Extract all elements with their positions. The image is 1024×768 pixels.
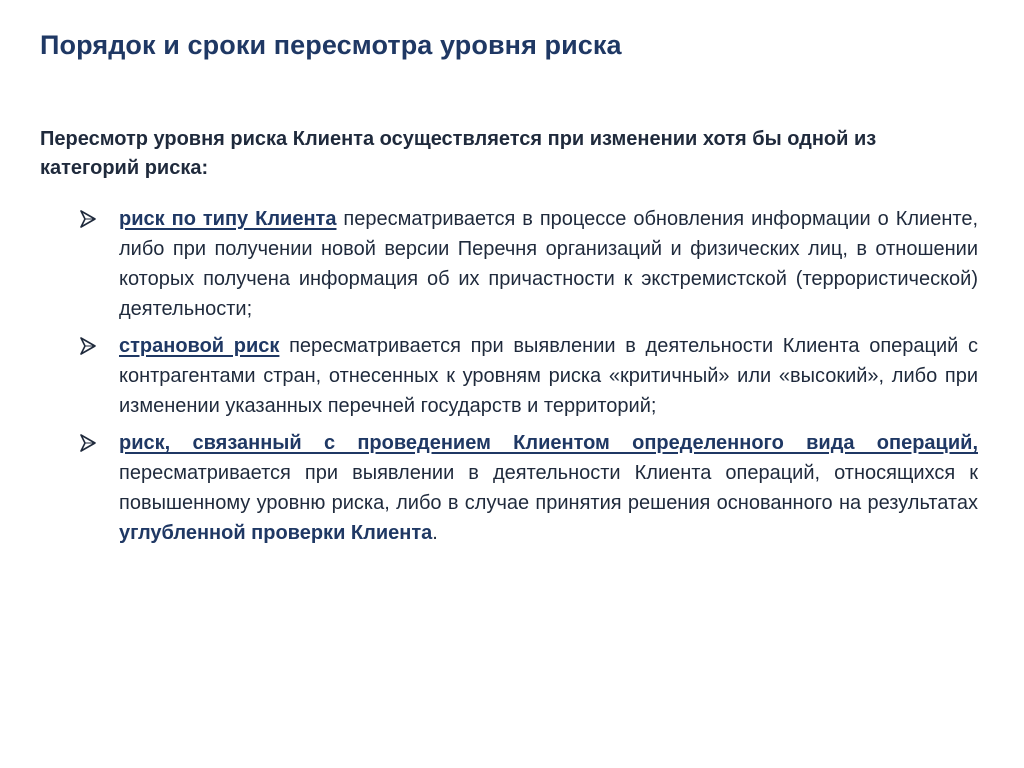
sentence-end: . <box>432 522 438 544</box>
list-item <box>40 204 978 324</box>
emphasis-text: углубленной проверки Клиента <box>119 522 433 544</box>
arrow-bullet-icon <box>80 210 96 228</box>
risk-description: пересматривается в процессе обновления информации о Клиенте, либо при получении новой версии Перечня организаций и физических лиц, в отношении которых получена информация об их причастности к экстремистской (террористической) деятельности; <box>119 208 978 320</box>
risk-term: риск, связанный с проведением Клиентом определенного вида операций, <box>119 432 978 454</box>
arrow-bullet-icon <box>80 434 96 452</box>
risk-category-list <box>40 204 978 555</box>
risk-description: пересматривается при выявлении в деятельности Клиента операций, относящихся к повышенному уровню риска, либо в случае принятия решения основанного на результатах <box>119 462 978 514</box>
list-item <box>40 331 978 421</box>
intro-paragraph: Пересмотр уровня риска Клиента осуществляется при изменении хотя бы одной из категорий риска: <box>40 128 877 179</box>
risk-description: пересматривается при выявлении в деятельности Клиента операций с контрагентами стран, отнесенных к уровням риска «критичный» или «высокий», либо при изменении указанных перечней государств и территорий; <box>119 335 978 417</box>
list-item <box>40 428 978 548</box>
risk-term: риск по типу Клиента <box>119 208 337 230</box>
arrow-bullet-icon <box>80 337 96 355</box>
risk-term: страновой риск <box>119 335 280 357</box>
slide-title: Порядок и сроки пересмотра уровня риска <box>40 30 622 60</box>
